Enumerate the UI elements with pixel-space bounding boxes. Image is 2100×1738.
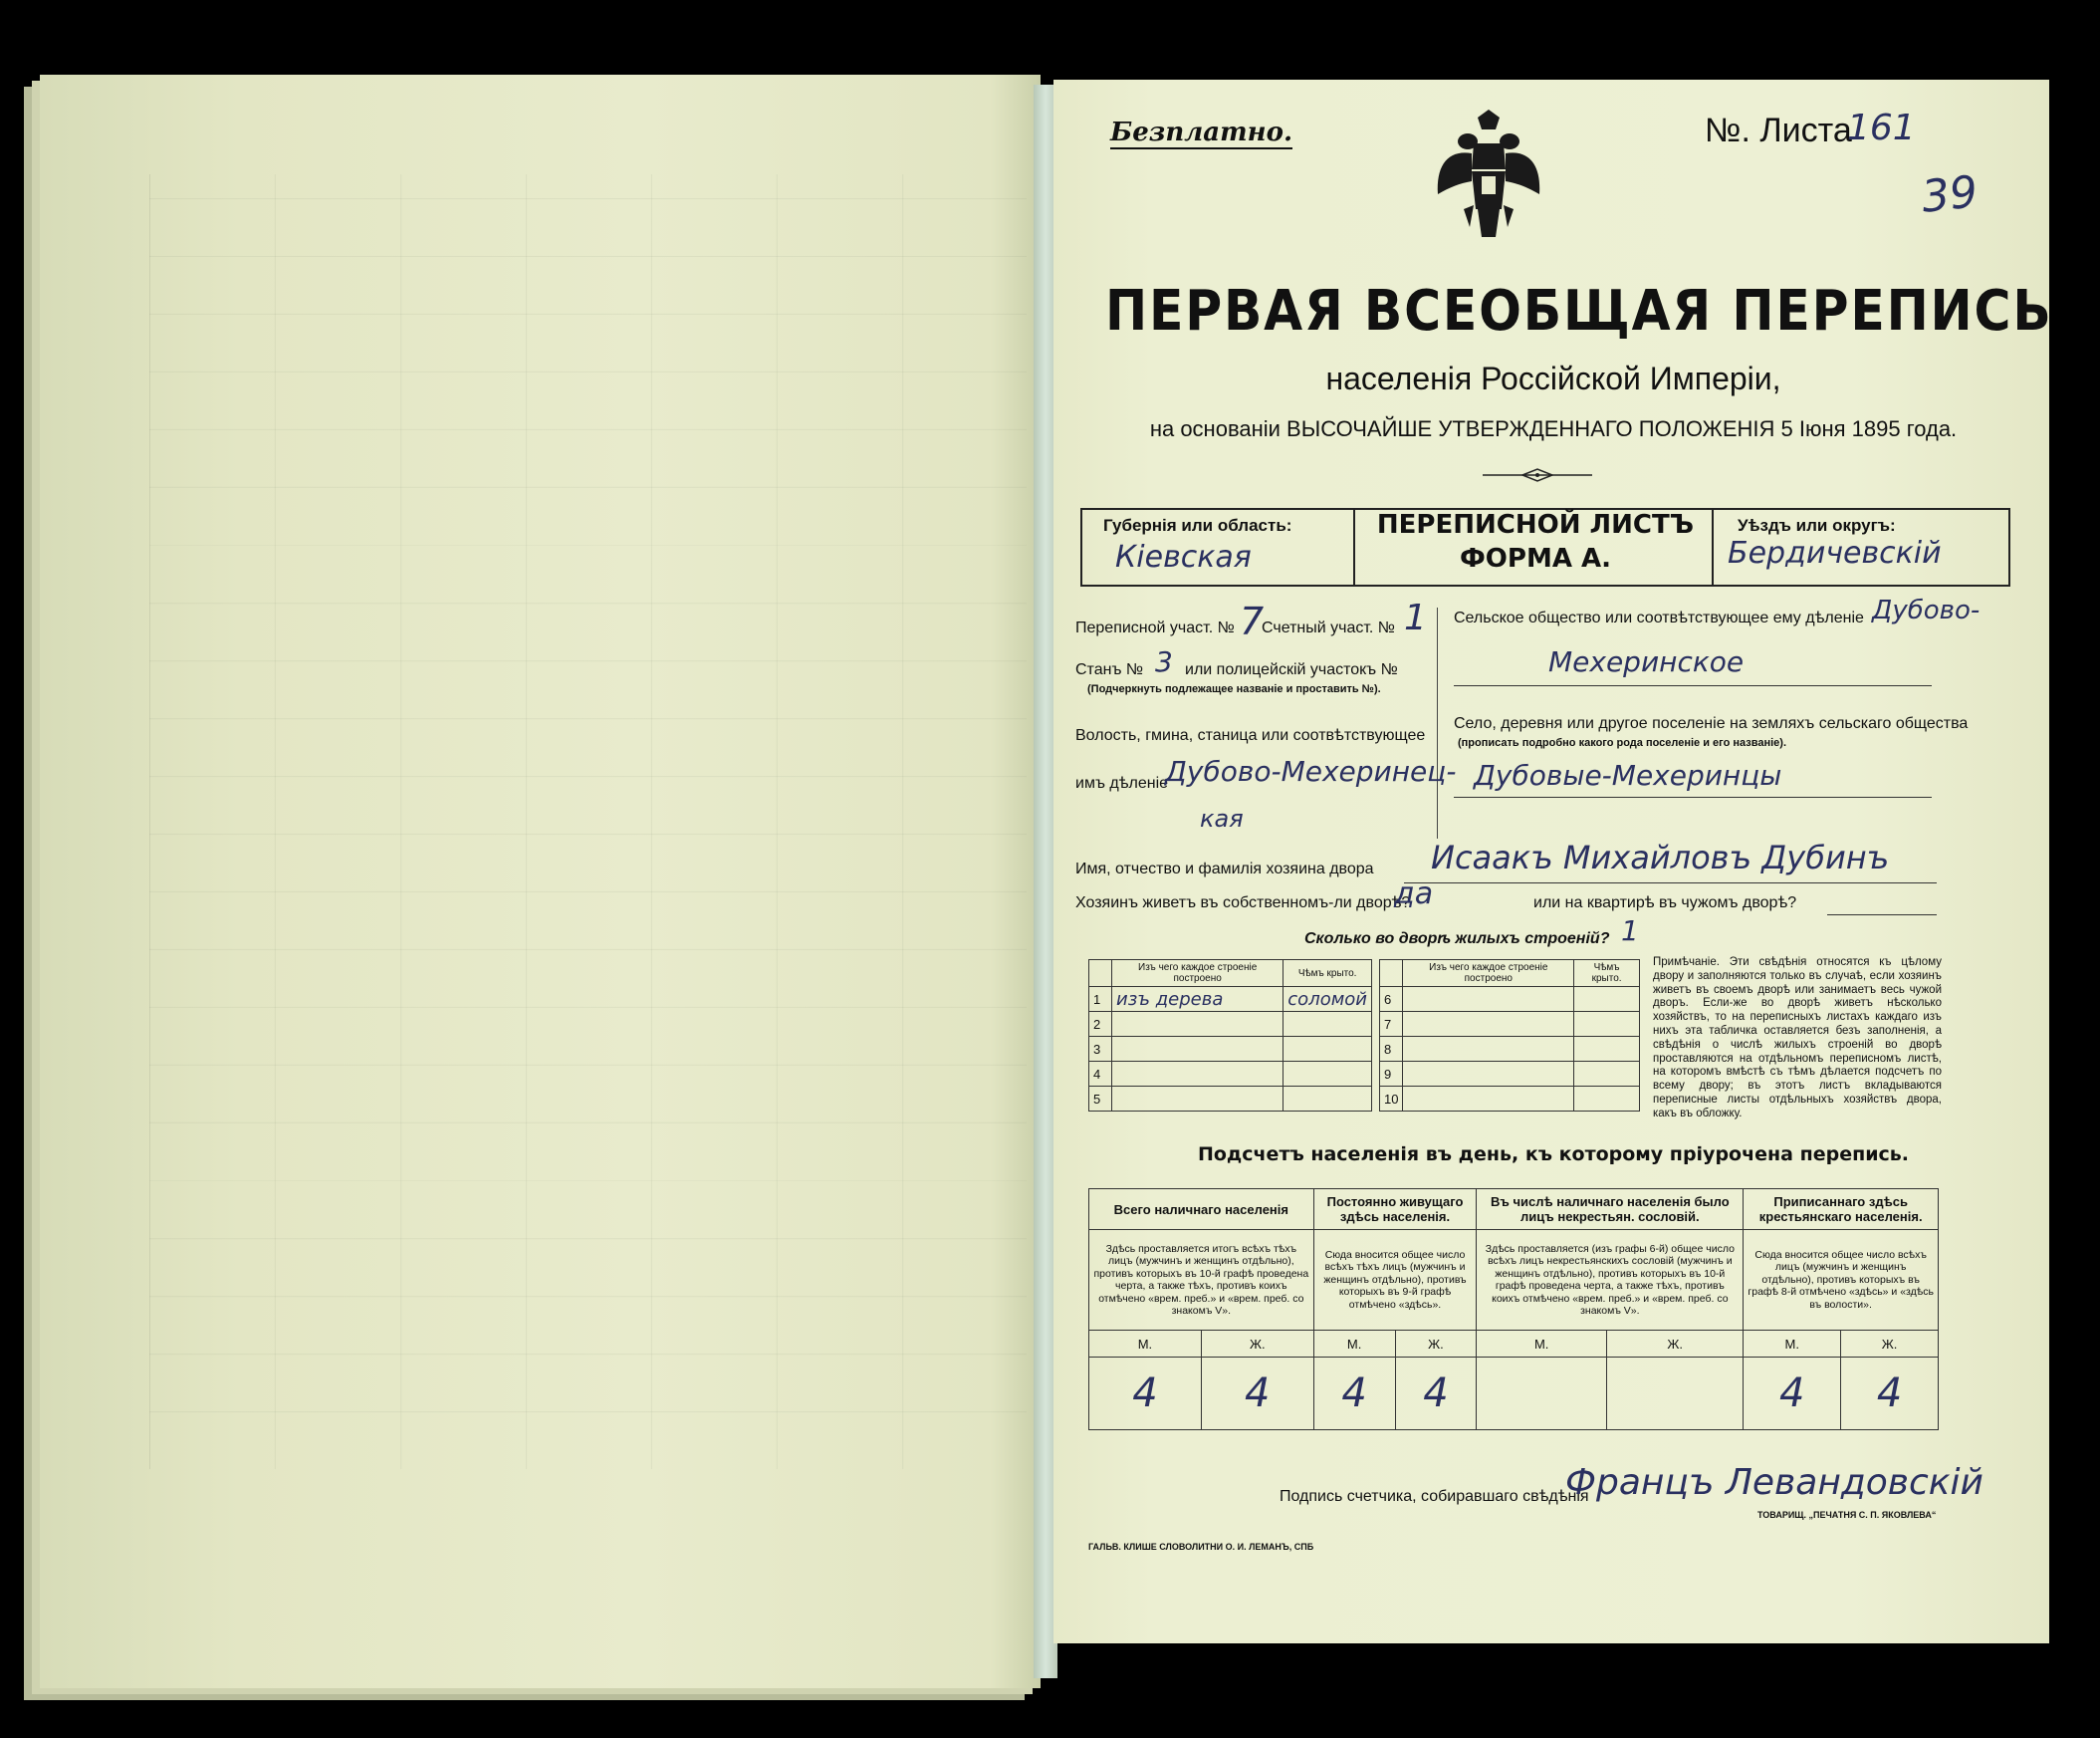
table-row: 7 [1380,1012,1640,1037]
form-title: ПЕРЕПИСНОЙ ЛИСТЪ [1376,510,1695,540]
volost-label: Волость, гмина, станица или соотвѣтствующее [1075,727,1426,744]
count-section-value: 1 [1404,598,1427,638]
table-row: 5 [1089,1087,1372,1112]
police-section-label: или полицейскій участокъ № [1185,661,1398,678]
census-section-value: 7 [1240,600,1265,643]
table-row: 8 [1380,1037,1640,1062]
village-value: Дубовые-Мехеринцы [1474,759,1782,792]
sheet-number-value: 161 [1847,108,1916,148]
buildings-value: 1 [1621,914,1639,947]
census-title: ПЕРВАЯ ВСЕОБЩАЯ ПЕРЕПИСЬ [1105,279,2053,344]
society-value-2: Мехеринское [1548,645,1745,678]
buildings-label: Сколько во дворѣ жилыхъ строеній? [1304,930,1610,947]
own-yard-label: Хозяинъ живетъ въ собственномъ-ли дворѣ? [1075,894,1411,911]
double-headed-eagle-icon [1434,110,1543,259]
corner-sheet-number: 39 [1919,166,1981,223]
rented-label: или на квартирѣ въ чужомъ дворѣ? [1533,894,1797,911]
village-label: Село, деревня или другое поселеніе на земляхъ сельскаго общества [1454,715,1969,732]
table-row: 2 [1089,1012,1372,1037]
volost-value: Дубово-Мехеринец- [1165,755,1457,788]
census-section-label: Переписной участ. № [1075,620,1235,636]
signature-value: Францъ Левандовскій [1565,1462,1983,1503]
left-page [40,75,1041,1688]
sheet-number-label: №. Листа [1705,112,1852,149]
table-row: 1 изъ дерева соломой [1089,987,1372,1012]
owner-value: Исаакъ Михайловъ Дубинъ [1431,839,1890,876]
gubernia-label: Губернія или область: [1103,516,1292,535]
printer-mark-left: ГАЛЬВ. КЛИШЕ СЛОВОЛИТНИ О. И. ЛЕМАНЪ, СПБ [1088,1542,1314,1552]
stan-label: Станъ № [1075,661,1144,678]
table-row: 10 [1380,1087,1640,1112]
col-made-of: Изъ чего каждое строеніе построено [1112,960,1283,987]
column-divider [1437,608,1438,839]
society-label: Сельское общество или соотвѣтствующее ему дѣленіе [1454,610,1864,626]
owner-label: Имя, отчество и фамилія хозяина двора [1075,861,1374,877]
village-note: (прописать подробно какого рода поселеніе и его названіе). [1458,737,1787,749]
buildings-note: Примѣчаніе. Эти свѣдѣнія относятся къ цѣлому двору и заполняются только въ случаѣ, если хозяинъ живетъ въ своемъ дворѣ или занимаетъ весь чужой дворъ. Если-же во дворѣ живетъ нѣсколько хозяйствъ, то на переписныхъ листахъ каждаго изъ нихъ эта табличка оставляется безъ заполненія, а свѣдѣнія о числѣ жилыхъ строеній во дворѣ проставляются на отдѣльномъ переписномъ листѣ, на которомъ вмѣстѣ съ тѣмъ дѣлается подсчетъ по всему двору; въ этотъ листъ вкладываются переписные листы отдѣльныхъ хозяйствъ двора, какъ въ обложку. [1653,956,1942,1119]
table-row: 6 [1380,987,1640,1012]
society-value: Дубово- [1872,596,1981,625]
col-roof: Чѣмъ крыто. [1283,960,1372,987]
form-subtitle: ФОРМА А. [1460,544,1611,574]
table-row: 4 [1089,1062,1372,1087]
census-subtitle: населенія Россійской Имперіи, [1325,361,1781,396]
uezd-label: Уѣздъ или округъ: [1738,516,1896,535]
ornament-divider-icon [1483,468,1592,482]
buildings-table-left [1088,959,1372,1112]
population-table: Всего наличнаго населенія Постоянно живущаго здѣсь населенія. Въ числѣ наличнаго населенія было лицъ некрестьян. сословій. Приписаннаго здѣсь крестьянскаго населенія. Здѣсь проставляется итогъ всѣхъ тѣхъ лицъ (мужчинъ и женщинъ отдѣльно), противъ которыхъ въ 10-й графѣ проведена черта, а также тѣхъ, противъ коихъ отмѣчено «врем. преб.» и «врем. преб. со знакомъ V». Сюда вносится общее число всѣхъ тѣхъ лицъ (мужчинъ и женщинъ отдѣльно), противъ которыхъ въ 9-й графѣ отмѣчено «здѣсь». Здѣсь проставляется (изъ графы 6-й) общее число всѣхъ лицъ некрестьянскихъ сословій (мужчинъ и женщинъ отдѣльно), противъ которыхъ въ 10-й графѣ проведена черта, а также тѣхъ, противъ коихъ отмѣчено «врем. преб.» и «врем. преб. со знакомъ V». Сюда вносится общее число всѣхъ лицъ (мужчинъ и женщинъ отдѣльно), противъ которыхъ въ графѣ 8-й отмѣчено «здѣсь» и «здѣсь въ волости». М. Ж. М. Ж. М. Ж. М. Ж. 4 4 4 4 4 4 [1088,1188,1939,1430]
table-row: 3 [1089,1037,1372,1062]
buildings-table-right: Изъ чего каждое строеніе построено Чѣмъ крыто. 6 7 8 9 10 [1379,959,1640,1112]
gubernia-value: Кіевская [1115,540,1252,575]
census-basis: на основаніи ВЫСОЧАЙШЕ УТВЕРЖДЕННАГО ПОЛОЖЕНІЯ 5 Іюня 1895 года. [1149,416,1958,441]
count-section-label: Счетный участ. № [1262,620,1395,636]
table-row: 9 [1380,1062,1640,1087]
printer-mark-right: ТОВАРИЩ. „ПЕЧАТНЯ С. П. ЯКОВЛЕВА“ [1757,1510,1937,1520]
stan-note: (Подчеркнуть подлежащее названіе и проставить №). [1087,683,1381,695]
population-values: 4 4 4 4 4 4 [1089,1358,1939,1430]
volost-value-2: кая [1200,805,1244,833]
population-title: Подсчетъ населенія въ день, къ которому пріурочена перепись. [1197,1143,1910,1165]
uezd-value: Бердичевскій [1728,536,1942,571]
volost-label-2: имъ дѣленіе [1075,775,1169,792]
stan-value: 3 [1155,645,1173,678]
signature-label: Подпись счетчика, собиравшаго свѣдѣнія [1280,1488,1589,1505]
bleed-through-grid [149,174,1027,1469]
free-label: Безплатно. [1110,118,1292,147]
own-yard-value: да [1394,876,1434,911]
